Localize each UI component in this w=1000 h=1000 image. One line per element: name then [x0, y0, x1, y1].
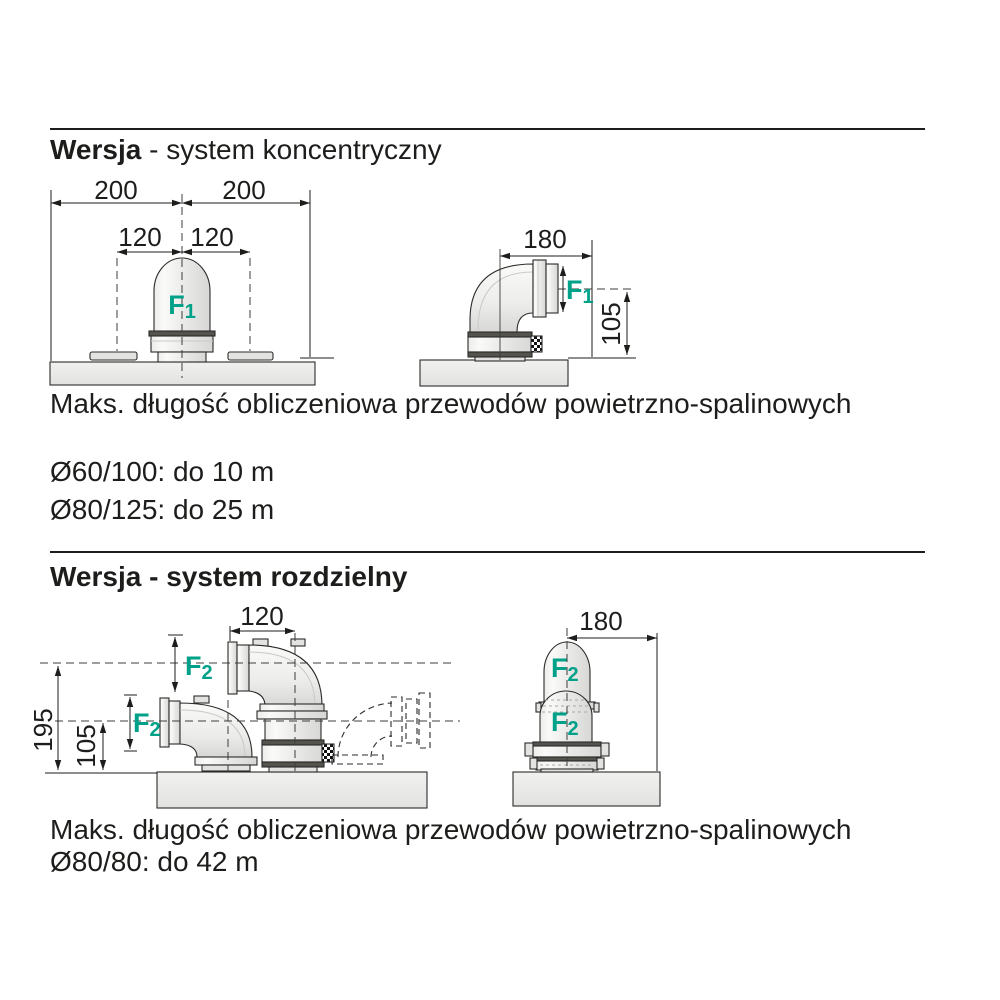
- dim-120: 120: [240, 601, 284, 631]
- front-elbow-flange: [160, 698, 169, 747]
- boiler-top: [420, 360, 568, 386]
- rear-collar: [262, 745, 324, 762]
- diagram-concentric-vertical: [50, 175, 334, 385]
- dim-105: 105: [596, 302, 626, 346]
- dim-180: 180: [579, 606, 623, 636]
- flue-label-f2-lower: F2: [133, 708, 161, 741]
- diagram-split-vertical: [513, 606, 660, 806]
- diagram-concentric-elbow: [420, 224, 636, 386]
- flue-label-f2-upper: F2: [185, 651, 213, 684]
- dimension-lines: [51, 203, 310, 252]
- section2-max-length-text: Maks. długość obliczeniowa przewodów powietrzno-spalinowych: [50, 814, 852, 845]
- dim-105: 105: [71, 724, 101, 768]
- dim-120-right: 120: [190, 222, 234, 252]
- elbow-stub: [546, 264, 558, 313]
- flue-label-f1: F1: [566, 275, 594, 308]
- section1-max-length-text: Maks. długość obliczeniowa przewodów powietrzno-spalinowych: [50, 388, 852, 419]
- flue-elbow: [470, 264, 533, 332]
- boiler-top: [157, 772, 427, 808]
- rear-elbow-body: [249, 645, 322, 706]
- front-elbow-body: [180, 703, 252, 757]
- section1-length-60-100: Ø60/100: do 10 m: [50, 456, 275, 487]
- section1-length-80-125: Ø80/125: do 25 m: [50, 494, 275, 525]
- dim-120-left: 120: [118, 222, 162, 252]
- rating-plate: [531, 336, 542, 352]
- dim-195: 195: [28, 708, 58, 752]
- boiler-top: [513, 772, 660, 806]
- rear-elbow-flange: [228, 642, 237, 694]
- flue-label-f2-upper: F2: [551, 653, 579, 686]
- section2-length-80-80: Ø80/80: do 42 m: [50, 846, 259, 877]
- dim-200-right: 200: [222, 175, 266, 205]
- section1-title-bold: Wersja: [50, 134, 142, 165]
- flue-label-f2-lower: F2: [551, 707, 579, 740]
- diagram-split-elbows: [28, 601, 460, 808]
- flue-label-f1: F1: [168, 290, 196, 323]
- dim-200-left: 200: [94, 175, 138, 205]
- elbow-flange: [533, 260, 546, 317]
- dim-180: 180: [523, 224, 567, 254]
- flue-collar: [468, 332, 542, 361]
- front-elbow: [160, 696, 257, 771]
- phantom-elbow: [332, 693, 430, 764]
- section1-title-rest: - system koncentryczny: [141, 134, 442, 165]
- section2-title-bold: Wersja - system rozdzielny: [50, 561, 408, 592]
